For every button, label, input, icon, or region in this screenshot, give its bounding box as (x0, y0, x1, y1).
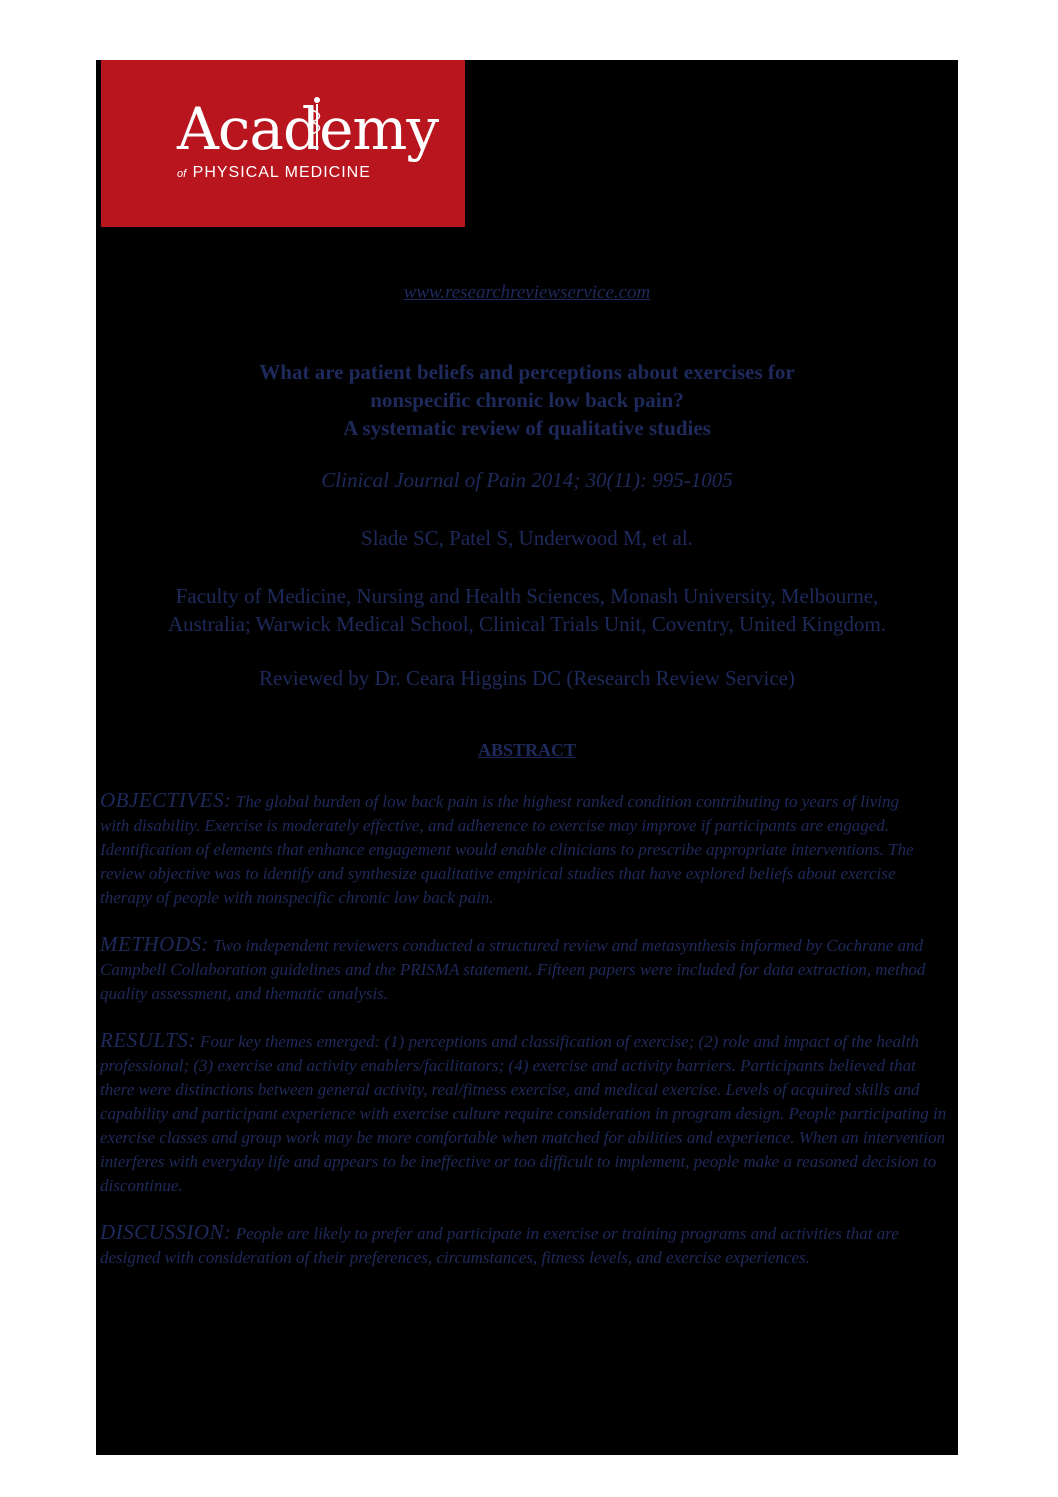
journal-citation: Clinical Journal of Pain 2014; 30(11): 995-1005 (321, 468, 733, 492)
affiliation-line: Australia; Warwick Medical School, Clinical Trials Unit, Coventry, United Kingdom. (167, 612, 887, 636)
results-text: professional; (3) exercise and activity enablers/facilitators; (4) exercise and activity barriers. Participants believed that (100, 1056, 916, 1075)
methods-label: METHODS: (100, 932, 209, 956)
reviewed-by: Reviewed by Dr. Ceara Higgins DC (Research Review Service) (259, 666, 795, 690)
objectives-text: Identification of elements that enhance engagement would enable clinicians to prescribe appropriate interventions. The (100, 840, 914, 859)
results-text: Four key themes emerged: (1) perceptions and classification of exercise; (2) role and impact of the health (195, 1032, 919, 1051)
methods-text: Two independent reviewers conducted a structured review and metasynthesis informed by Cochrane and (209, 936, 924, 955)
objectives-text: therapy of people with nonspecific chronic low back pain. (100, 888, 494, 907)
title-line: nonspecific chronic low back pain? (370, 388, 684, 412)
title-line: A systematic review of qualitative studies (343, 416, 711, 440)
results-text: interferes with everyday life and appears to be ineffective or too difficult to implement, people make a reasoned decision to (100, 1152, 937, 1171)
logo-of: of (177, 168, 187, 180)
objectives-text: review objective was to identify and synthesize qualitative empirical studies that have explored beliefs about exercise (100, 864, 896, 883)
article-title (96, 358, 958, 442)
document-page (96, 60, 958, 1455)
methods-text: Campbell Collaboration guidelines and the PRISMA statement. Fifteen papers were included for data extraction, method (100, 960, 926, 979)
methods-text: quality assessment, and thematic analysis. (100, 984, 389, 1003)
discussion-text: designed with consideration of their preferences, circumstances, fitness levels, and exercise experiences. (100, 1248, 810, 1267)
discussion-text: People are likely to prefer and participate in exercise or training programs and activities that are (231, 1224, 899, 1243)
results-label: RESULTS: (100, 1028, 196, 1052)
results-text: discontinue. (100, 1176, 183, 1195)
logo-wordmark: Academy (177, 95, 439, 163)
methods-section (100, 932, 956, 1006)
objectives-label: OBJECTIVES: (100, 788, 232, 812)
results-text: capability and participant experience with exercise culture require consideration in program design. People participating in (100, 1104, 947, 1123)
academy-logo (101, 60, 465, 227)
abstract-heading: ABSTRACT (477, 740, 577, 760)
objectives-text: with disability. Exercise is moderately effective, and adherence to exercise may improve if participants are engaged. (100, 816, 890, 835)
objectives-text: The global burden of low back pain is the highest ranked condition contributing to years of living (231, 792, 899, 811)
title-line: What are patient beliefs and perceptions about exercises for (259, 360, 795, 384)
results-section (100, 1028, 956, 1198)
logo-sub-text: PHYSICAL MEDICINE (192, 164, 371, 181)
discussion-section (100, 1220, 956, 1270)
results-text: there were distinctions between general activity, real/fitness exercise, and medical exercise. Levels of acquired skills and (100, 1080, 920, 1099)
results-text: exercise classes and group work may be more comfortable when matched for abilities and experience. When an intervention (100, 1128, 946, 1147)
authors: Slade SC, Patel S, Underwood M, et al. (361, 526, 693, 550)
discussion-label: DISCUSSION: (100, 1220, 232, 1244)
objectives-section (100, 788, 956, 910)
affiliation-line: Faculty of Medicine, Nursing and Health Sciences, Monash University, Melbourne, (175, 584, 879, 608)
affiliations (96, 582, 958, 638)
logo-subtitle (177, 164, 371, 182)
website-link[interactable]: www.researchreviewservice.com (403, 282, 651, 303)
